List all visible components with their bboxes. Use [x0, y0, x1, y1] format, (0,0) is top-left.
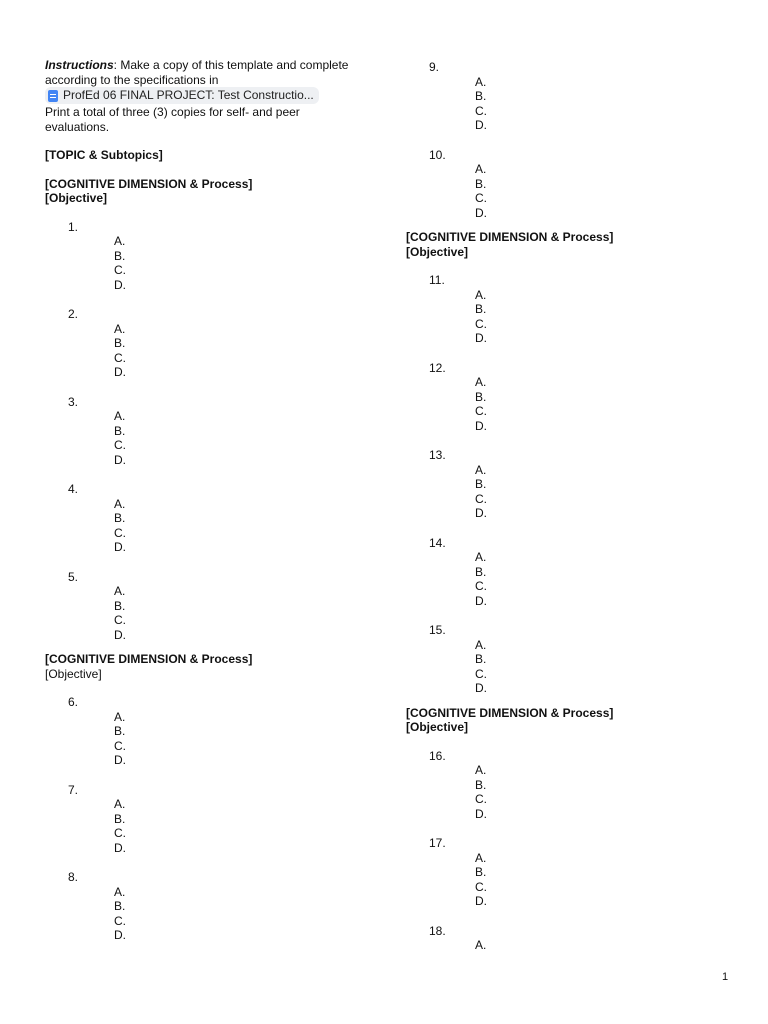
option-d: D.	[114, 452, 126, 467]
question-number: 9.	[429, 60, 440, 74]
question	[406, 273, 726, 346]
option-c: C.	[475, 404, 487, 418]
instructions-text: : Make a copy of this template and complete according to the specifications in	[45, 58, 349, 87]
option-a: A.	[475, 763, 487, 777]
option-a: A.	[114, 884, 126, 899]
option-d: D.	[114, 277, 126, 292]
option-d: D.	[475, 118, 487, 132]
option-d: D.	[475, 681, 487, 695]
topic-heading: [TOPIC & Subtopics]	[45, 148, 163, 162]
option-d: D.	[475, 418, 487, 433]
option-b: B.	[475, 865, 487, 879]
page-number: 1	[722, 971, 729, 983]
question	[45, 783, 365, 856]
question-number: 7.	[68, 782, 79, 797]
option-d: D.	[114, 540, 126, 554]
option-a: A.	[475, 287, 487, 302]
question-number: 5.	[68, 569, 79, 584]
question-number: 15.	[429, 623, 446, 637]
option-c: C.	[114, 263, 126, 277]
option-b: B.	[475, 89, 487, 103]
option-a: A.	[114, 234, 126, 248]
question	[45, 307, 365, 380]
question	[406, 536, 726, 609]
option-c: C.	[114, 826, 126, 840]
question-number: 10.	[429, 147, 446, 162]
option-b: B.	[114, 248, 126, 263]
option-a: A.	[475, 637, 487, 652]
option-d: D.	[475, 894, 487, 908]
option-d: D.	[475, 806, 487, 821]
option-c: C.	[475, 579, 487, 593]
option-b: B.	[475, 564, 487, 579]
print-instructions: Print a total of three (3) copies for self- and peer evaluations.	[45, 105, 300, 134]
question-number: 16.	[429, 748, 446, 763]
question	[406, 924, 726, 953]
question	[45, 395, 365, 468]
linked-doc-chip[interactable]	[45, 87, 319, 104]
left-column	[45, 58, 365, 943]
question	[406, 836, 726, 909]
option-c: C.	[114, 525, 126, 540]
option-a: A.	[114, 584, 126, 598]
option-a: A.	[114, 496, 126, 511]
linked-doc-title: ProfEd 06 FINAL PROJECT: Test Constructio...	[63, 88, 314, 103]
option-c: C.	[475, 191, 487, 205]
question-number: 11.	[429, 273, 445, 287]
option-a: A.	[114, 409, 126, 423]
question	[406, 60, 726, 133]
linked-doc-chip-row	[45, 87, 365, 105]
option-b: B.	[475, 176, 487, 191]
right-column	[406, 58, 726, 953]
section-4	[406, 706, 726, 953]
question-number: 6.	[68, 695, 79, 709]
option-b: B.	[475, 302, 487, 316]
option-c: C.	[114, 350, 126, 365]
option-b: B.	[475, 389, 487, 404]
option-c: C.	[114, 738, 126, 753]
instructions-label: Instructions	[45, 58, 114, 72]
option-b: B.	[114, 336, 126, 350]
option-b: B.	[114, 511, 126, 525]
section-1	[45, 177, 365, 643]
option-a: A.	[475, 850, 487, 865]
question-number: 2.	[68, 307, 79, 321]
option-a: A.	[475, 462, 487, 477]
instructions-paragraph	[45, 58, 365, 87]
option-b: B.	[114, 423, 126, 438]
option-a: A.	[475, 550, 487, 564]
option-c: C.	[475, 792, 487, 806]
option-d: D.	[114, 840, 126, 855]
option-a: A.	[114, 709, 126, 724]
question-number: 12.	[429, 360, 446, 375]
option-b: B.	[114, 811, 126, 826]
section-objective: [Objective]	[45, 191, 108, 205]
question	[406, 623, 726, 696]
question-number: 3.	[68, 394, 79, 409]
option-c: C.	[114, 613, 126, 627]
question	[45, 870, 365, 943]
section-dimension: [COGNITIVE DIMENSION & Process]	[45, 652, 253, 666]
question-number: 13.	[429, 448, 446, 462]
option-d: D.	[475, 506, 487, 520]
option-d: D.	[114, 627, 126, 642]
option-a: A.	[114, 797, 126, 811]
option-c: C.	[475, 316, 487, 331]
option-b: B.	[114, 598, 126, 613]
question-number: 1.	[68, 219, 79, 234]
section-dimension: [COGNITIVE DIMENSION & Process]	[406, 230, 614, 244]
section-objective: [Objective]	[406, 244, 469, 259]
option-a: A.	[475, 375, 487, 389]
option-c: C.	[475, 103, 487, 118]
question	[45, 570, 365, 643]
section-objective: [Objective]	[45, 666, 102, 681]
question-number: 18.	[429, 923, 446, 938]
option-c: C.	[475, 666, 487, 681]
option-d: D.	[475, 331, 487, 345]
option-b: B.	[475, 777, 487, 792]
question	[45, 482, 365, 555]
option-a: A.	[475, 938, 487, 952]
question	[406, 361, 726, 434]
google-doc-icon	[48, 90, 58, 102]
question	[406, 448, 726, 521]
question	[406, 148, 726, 221]
option-d: D.	[114, 753, 126, 767]
question	[406, 749, 726, 822]
option-d: D.	[114, 365, 126, 379]
question-number: 8.	[68, 870, 79, 884]
option-c: C.	[475, 879, 487, 894]
option-b: B.	[475, 477, 487, 491]
section-dimension: [COGNITIVE DIMENSION & Process]	[406, 705, 614, 720]
question-number: 4.	[68, 482, 79, 496]
section-objective: [Objective]	[406, 720, 469, 734]
question	[45, 695, 365, 768]
option-d: D.	[475, 593, 487, 608]
option-c: C.	[114, 438, 126, 452]
option-b: B.	[114, 724, 126, 738]
option-a: A.	[475, 162, 487, 176]
section-2	[45, 652, 365, 943]
option-b: B.	[475, 652, 487, 666]
section-3	[406, 230, 726, 696]
option-d: D.	[475, 205, 487, 220]
option-b: B.	[114, 899, 126, 913]
question-number: 17.	[429, 836, 446, 850]
question	[45, 220, 365, 293]
option-d: D.	[114, 928, 126, 942]
question-number: 14.	[429, 535, 446, 550]
section-dimension: [COGNITIVE DIMENSION & Process]	[45, 176, 253, 191]
option-c: C.	[114, 913, 126, 928]
option-c: C.	[475, 491, 487, 506]
option-a: A.	[475, 74, 487, 89]
option-a: A.	[114, 321, 126, 336]
